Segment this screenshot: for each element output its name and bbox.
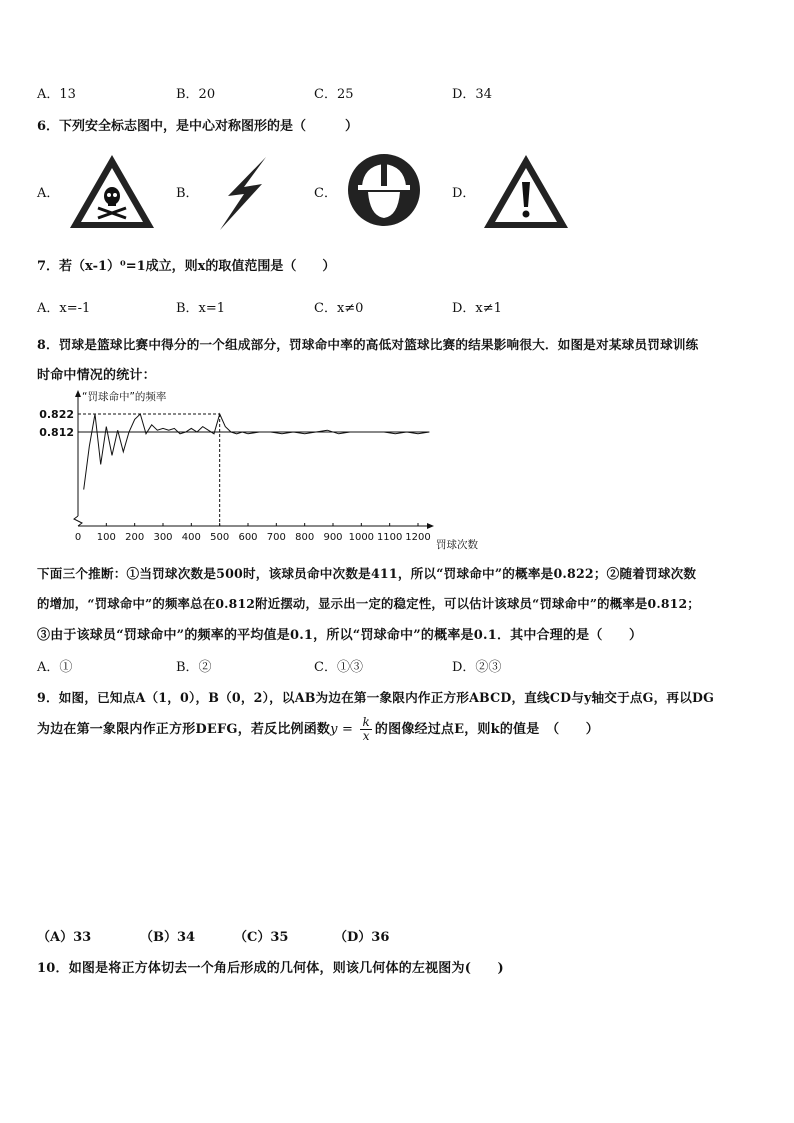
y-tick-label: 0.822 (39, 408, 74, 421)
q8-option-b: B．② (176, 660, 212, 675)
q5-option-b: B．20 (176, 87, 216, 102)
x-tick-label: 800 (295, 532, 315, 543)
x-tick-label: 500 (210, 532, 230, 543)
q9-fraction-num: k (362, 715, 370, 729)
x-tick-label: 400 (181, 532, 201, 543)
q8-option-d: D．②③ (452, 660, 502, 675)
y-axis-break (74, 516, 82, 526)
q6-label-b: B． (176, 186, 199, 201)
x-tick-label: 600 (238, 532, 258, 543)
q9-stem-line2 (37, 714, 599, 746)
q9-fraction-den: x (362, 729, 370, 743)
q9-stem-line2-pre: 为边在第一象限内作正方形DEFG，若反比例函数 (37, 722, 331, 737)
q6-label-d: D． (452, 186, 476, 201)
x-tick-label: 300 (153, 532, 173, 543)
q9-option-a: （A）33 (37, 930, 92, 945)
q8-text-line1: 下面三个推断：①当罚球次数是500时，该球员命中次数是411，所以“罚球命中”的概率是0.822；②随着罚球次数 (37, 566, 697, 581)
x-axis-arrow (427, 523, 434, 529)
q6-stem: 6．下列安全标志图中，是中心对称图形的是（ ） (37, 119, 359, 134)
q9-option-c: （C）35 (234, 930, 289, 945)
series-line-0 (84, 414, 430, 490)
x-tick-label: 700 (266, 532, 286, 543)
hard-hat-icon (346, 152, 422, 232)
exclamation-triangle-icon (482, 152, 570, 234)
q6-label-c: C． (314, 186, 337, 201)
q9-option-d: （D）36 (334, 930, 390, 945)
q9-fraction (360, 716, 371, 743)
q7-option-c: C．x≠0 (314, 301, 364, 316)
q9-equals: = (337, 722, 358, 737)
q7-option-b: B．x=1 (176, 301, 226, 316)
q6-label-a: A． (37, 186, 60, 201)
q8-stem-line1: 8．罚球是篮球比赛中得分的一个组成部分，罚球命中率的高低对篮球比赛的结果影响很大．如图是对某球员罚球训练 (37, 337, 699, 352)
q9-function-y: y (330, 722, 338, 737)
q9-stem-line1: 9．如图，已知点A（1，0），B（0，2），以AB为边在第一象限内作正方形ABCD，直线CD与y轴交于点G，再以DG (37, 690, 715, 705)
x-tick-label: 900 (323, 532, 343, 543)
q5-option-a: A．13 (37, 87, 76, 102)
x-tick-label: 1200 (405, 532, 431, 543)
lightning-bolt-icon (214, 154, 272, 236)
q5-option-c: C．25 (314, 87, 354, 102)
q7-stem: 7．若（x-1）⁰=1成立，则x的取值范围是（ ） (37, 259, 336, 274)
q8-stem-line2: 时命中情况的统计： (37, 368, 156, 383)
chart-ylabel: “罚球命中”的频率 (82, 391, 167, 403)
q7-option-d: D．x≠1 (452, 301, 502, 316)
q8-text-line3: ③由于该球员“罚球命中”的频率的平均值是0.1，所以“罚球命中”的概率是0.1．其中合理的是（ ） (37, 628, 643, 643)
x-tick-label: 0 (74, 532, 82, 543)
q7-option-a: A．x=-1 (37, 301, 91, 316)
q8-option-a: A．① (37, 660, 73, 675)
x-tick-label: 100 (96, 532, 116, 543)
x-tick-label: 1000 (348, 532, 375, 543)
x-tick-label: 1100 (376, 532, 403, 543)
q8-option-c: C．①③ (314, 660, 363, 675)
q8-text-line2: 的增加，“罚球命中”的频率总在0.812附近摆动，显示出一定的稳定性，可以估计该球员“罚球命中”的概率是0.812； (37, 596, 700, 611)
x-tick-label: 200 (125, 532, 145, 543)
q9-stem-line2-post: 的图像经过点E，则k的值是 （ ） (374, 722, 599, 737)
skull-triangle-icon (68, 152, 156, 234)
frequency-chart (30, 386, 500, 558)
y-axis-arrow (75, 390, 81, 397)
q10-stem: 10．如图是将正方体切去一个角后形成的几何体，则该几何体的左视图为( ) (37, 961, 504, 976)
q9-option-b: （B）34 (140, 930, 196, 945)
q5-option-d: D．34 (452, 87, 492, 102)
chart-xlabel: 罚球次数 (436, 539, 478, 551)
y-tick-label: 0.812 (39, 426, 74, 439)
